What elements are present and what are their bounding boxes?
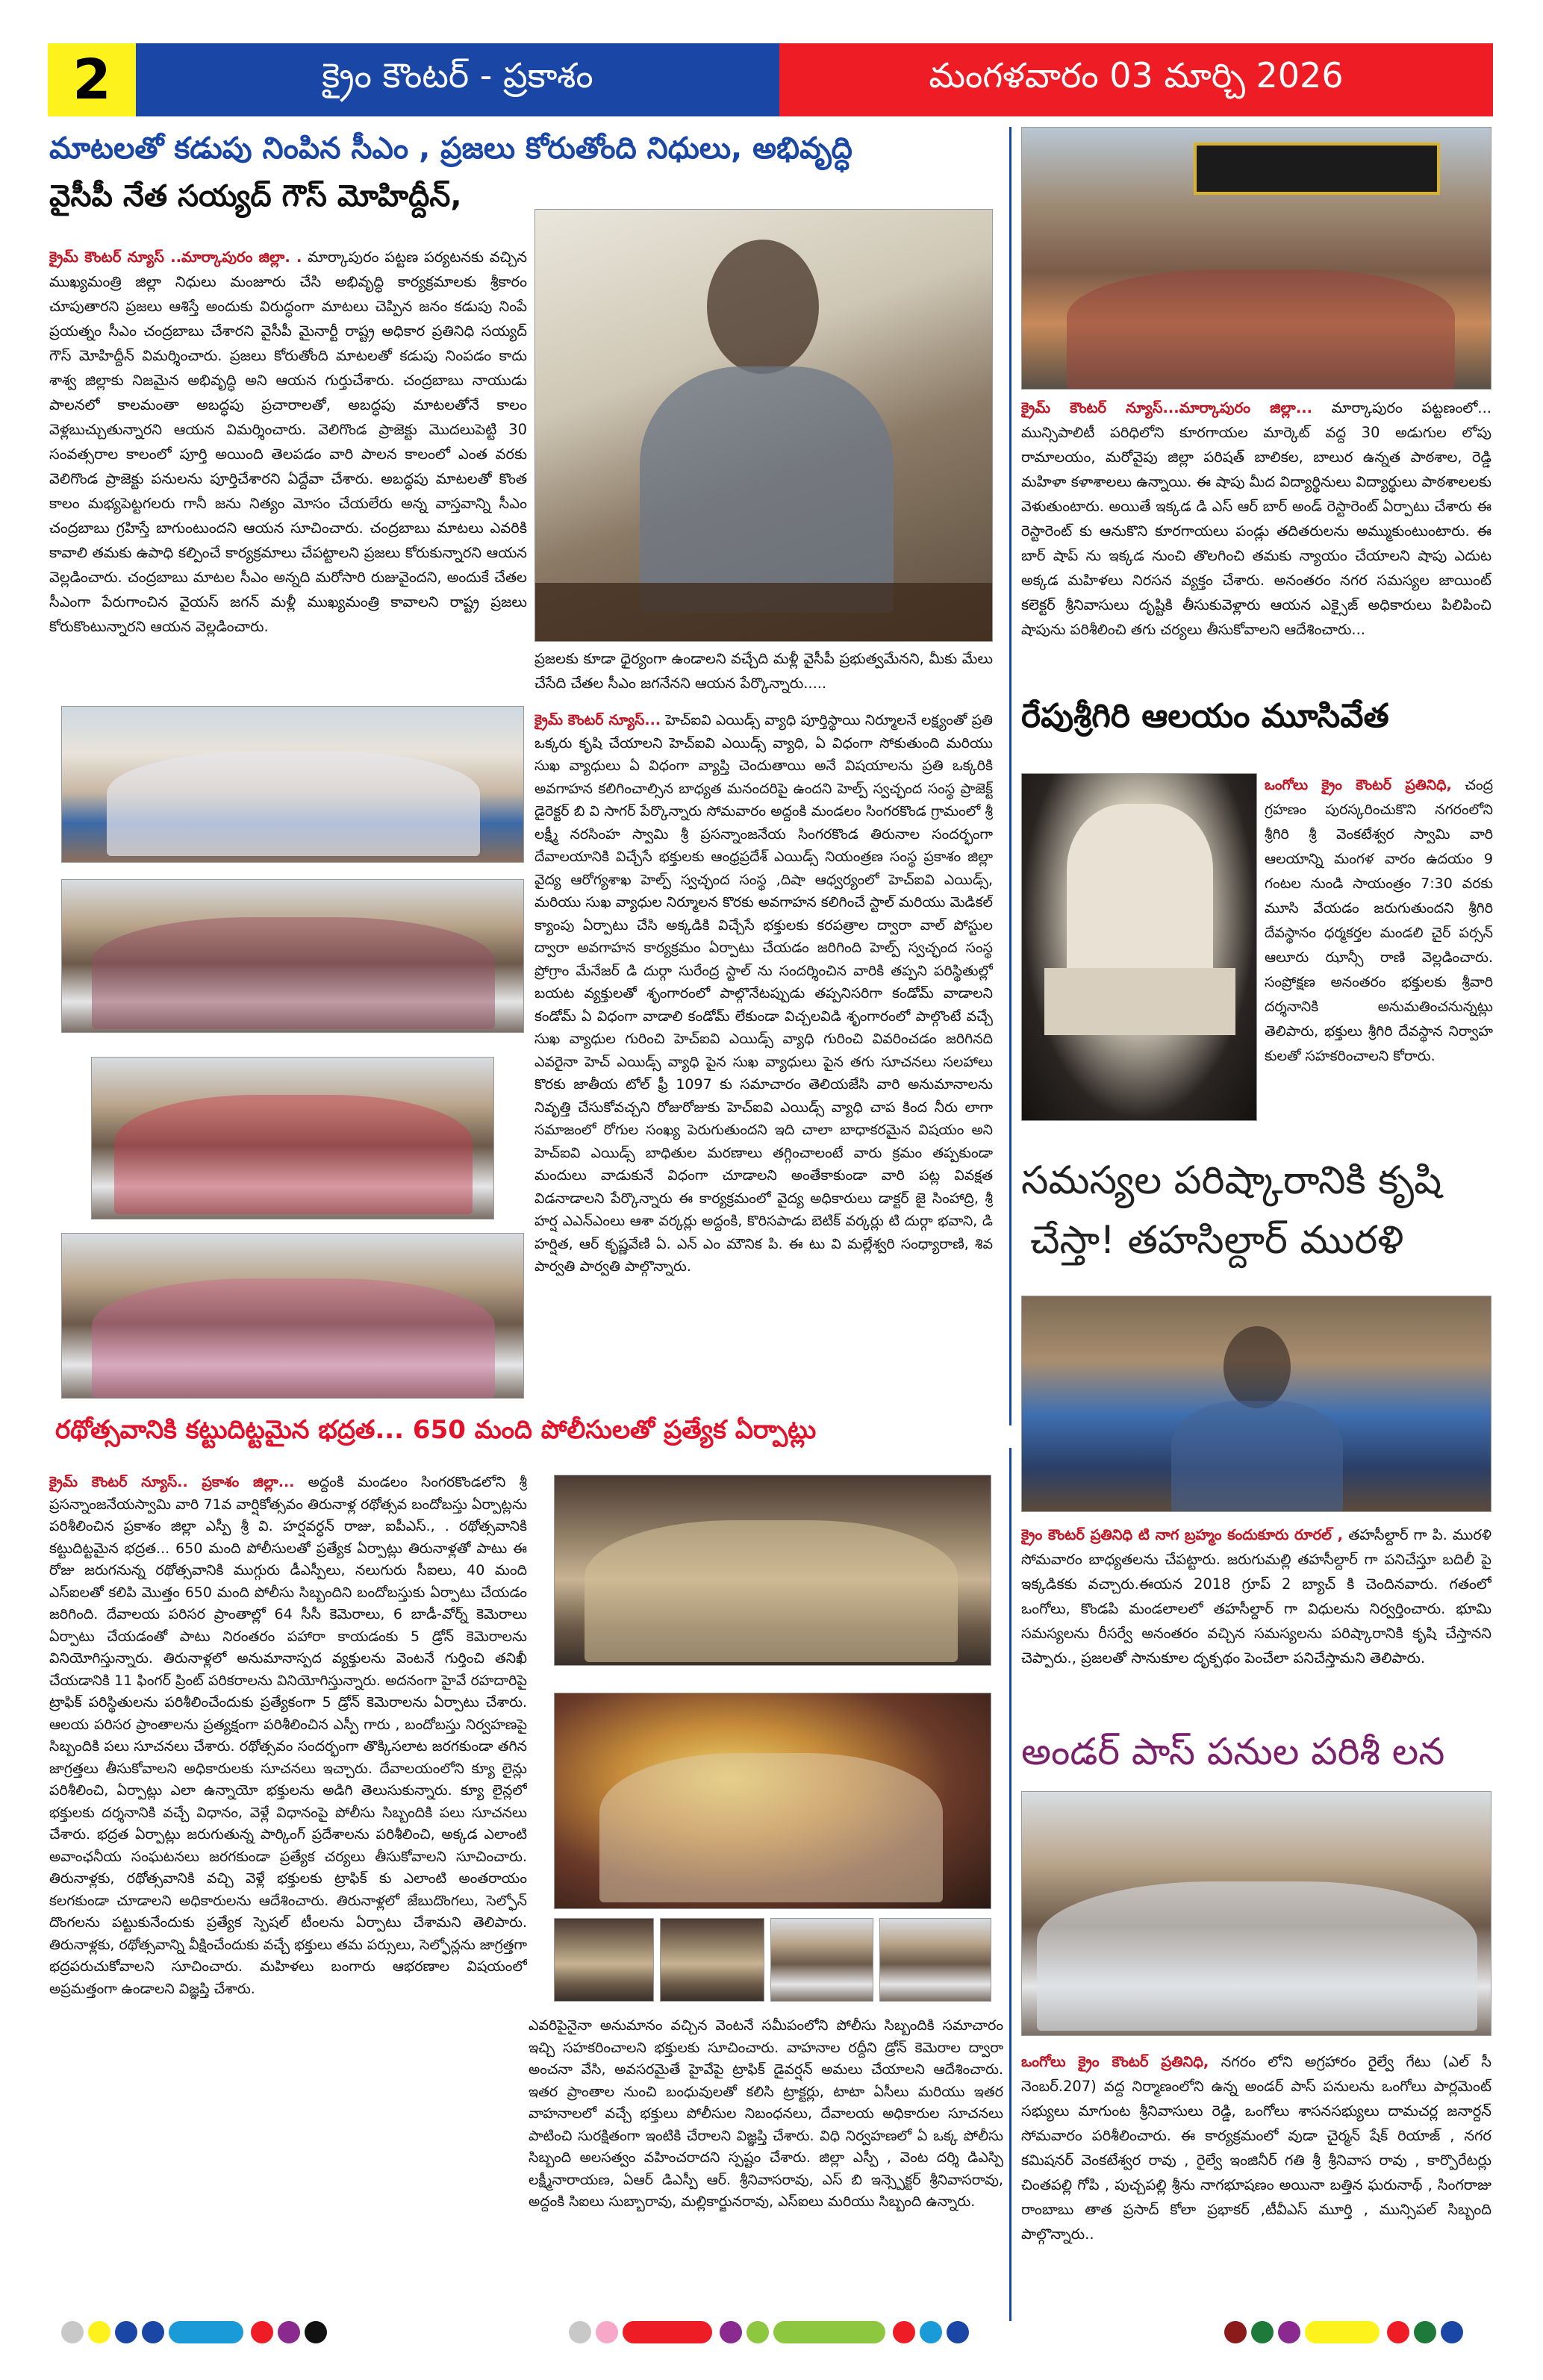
footer-dot <box>1387 2321 1409 2343</box>
footer-dot <box>305 2321 327 2343</box>
tahsildar-headline-2: చేస్తా! తహసిల్దార్ మురళి <box>1030 1218 1404 1263</box>
footer-dot <box>720 2321 742 2343</box>
camp-people <box>114 1095 473 1214</box>
cm-caption: ప్రజలకు కూడా ధైర్యంగా ఉండాలని వచ్చేది మళ్లీ వైసీపీ ప్రభుత్వమేనని, మీకు మేలు చేసేది చేతల సీఎం జగనేనని ఆయన పేర్కొన్నారు..... <box>534 650 993 692</box>
footer-dot <box>893 2321 915 2343</box>
police-officers <box>599 1753 943 1902</box>
police-headline: రథోత్సవానికి కట్టుదిట్టమైన భద్రత... 650 మంది పోలీసులతో ప్రత్యేక ఏర్పాట్లు <box>55 1415 817 1445</box>
cm-subhead: వైసీపీ నేత సయ్యద్ గౌస్ మోహిద్దీన్, <box>49 179 462 213</box>
footer-dot <box>251 2321 273 2343</box>
police-body-2: ఎవరిపైనైనా అనుమానం వచ్చిన వెంటనే సమీపంలోని పోలీసు సిబ్బందికి సమాచారం ఇచ్చి సహకరించాలని భక్తులకు సూచించారు. వాహనాల రద్దీని డ్రోన్ కెమెరాల ద్వారా అంచనా వేసి, అవసరమైతే హైవేపై ట్రాఫిక్ డైవర్షన్ అమలు చేయాలని ఆదేశించారు. ఇతర ప్రాంతాల నుంచి బంధువులతో కలిసి ట్రాక్టర్లు, టాటా ఏసీలు మరియు ఇతర వాహనాలలో వచ్చే భక్తులు పోలీసుల నిబంధనలు, దేవాలయ అధికారుల సూచనలు పాటించి సురక్షితంగా ఇంటికి చేరాలని విజ్ఞప్తి చేశారు. విధి నిర్వహణలో ఏ ఒక్క పోలీసు సిబ్బంది అలసత్వం వహించరాదని స్పష్టం చేశారు. జిల్లా ఎస్పీ , వెంట దర్శి డిఎస్పి లక్ష్మీనారాయణ, ఏఆర్ డిఎస్పీ ఆర్. శ్రీనివాసరావు, ఎస్ బి ఇన్స్పెక్టర్ శ్రీనివాసరావు, అద్దంకి సిఐలు సుబ్బారావు, మల్లికార్జునరావు, ఎస్ఐలు మరియు సిబ్బంది ఉన్నారు. <box>529 2017 1003 2210</box>
desk <box>535 583 993 642</box>
tahsildar-body-text: తహసీల్దార్ గా పి. మురళి సోమవారం బాధ్యతలను చేపట్టారు. జరుగుమల్లి తహసీల్దార్ గా పనిచేస్తూ బదిలీ పై ఇక్కడికకు వచ్చారు.ఈయన 2018 గ్రూప్ 2 బ్యాచ్ కి చెందినవారు. గతంలో ఒంగోలు, కొండపి మండలాలలో తహసీల్దార్ గా విధులను నిర్వర్తించారు. భూమి సమస్యలను రీసర్వే అనంతరం వచ్చిన సమస్యలను పరిష్కారానికి కృషి చేస్తానని చెప్పారు., ప్రజలతో సానుకూల దృక్పథం పెంచేలా పనిచేస్తామని తెలిపారు. <box>1021 1526 1491 1667</box>
footer-dot <box>947 2321 969 2343</box>
newspaper-title: క్రైం కౌంటర్ - ప్రకాశం <box>136 43 779 116</box>
tahsildar-photo <box>1021 1296 1491 1512</box>
temple-body-text: చంద్ర గ్రహణం పురస్కరించుకొని నగరంలోని శ్రీగిరి శ్రీ వెంకటేశ్వర స్వామి వారి ఆలయాన్ని మంగళ వారం ఉదయం 9 గంటల నుండి సాయంత్రం 7:30 వరకు మూసి వేయడం జరుగుతుందని శ్రీగిరి దేవస్థానం ధర్మకర్తల మండలి చైర్ పర్సన్ ఆలూరు ఝాన్సీ రాణి వెల్లడించారు. సంప్రోక్షణ అనంతరం భక్తులకు శ్రీవారి దర్శనానికి అనుమతించనున్నట్లు తెలిపారు, భక్తులు శ్రీగిరి దేవస్థాన నిర్వాహ కులతో సహకరించాలని కోరారు. <box>1265 777 1493 1064</box>
police-body <box>49 1472 527 2308</box>
crowd <box>1037 1881 1477 2031</box>
underpass-body <box>1021 2049 1491 2303</box>
cm-dateline: క్రైమ్ కౌంటర్ న్యూస్ ..మార్కాపురం జిల్లా. . <box>49 249 302 266</box>
person-head <box>1224 1326 1291 1408</box>
tahsildar-body <box>1021 1522 1491 1731</box>
person-body <box>1171 1401 1343 1512</box>
police-photo-4 <box>660 1918 764 2002</box>
footer-dot <box>596 2321 618 2343</box>
temple-base <box>1044 968 1235 1035</box>
footer-dot <box>61 2321 84 2343</box>
footer-dot <box>1278 2321 1300 2343</box>
medical-camp-photo-1 <box>61 706 524 863</box>
underpass-body-text: నగరం లోని అగ్రహారం రైల్వే గేటు (ఎల్ సీ నెంబర్.207) వద్ద నిర్మాణంలోని ఉన్న అండర్ పాస్ పనులను ఒంగోలు పార్లమెంట్ సభ్యులు మాగుంట శ్రీనివాసులు రెడ్డి, ఒంగోలు శాసనసభ్యులు దామచర్ల జనార్దన్ సోమవారం పరిశీలించారు. ఈ కార్యక్రమంలో వుడా చైర్మన్ షేక్ రియాజ్ , నగర కమిషనర్ వెంకటేశ్వర రావు , రైల్వే ఇంజినీర్ గతి శ్రీ శ్రీనివాస రావు , కార్పొరేటర్లు చింతపల్లి గోపి , పుచ్చపల్లి శ్రీను నాగభూషణం అయినా బత్తిన ఘరునాథ్ , సింగరాజు రాంబాబు తాత ప్రసాద్ కోలా ప్రభాకర్ ,టీవీఎస్ మూర్తి , మున్సిపల్ సిబ్బంది పాల్గొన్నారు.. <box>1021 2053 1491 2243</box>
camp-people <box>92 1278 495 1398</box>
police-photo-2 <box>554 1693 991 1909</box>
temple-body <box>1265 773 1493 1146</box>
medical-camp-photo-3 <box>91 1057 494 1219</box>
medical-camp-photo-4 <box>61 1233 524 1399</box>
cm-body-text: మార్కాపురం పట్టణ పర్యటనకు వచ్చిన ముఖ్యమంత్రి జిల్లా నిధులు మంజూరు చేసి అభివృద్ధి కార్యక్రమాలకు శ్రీకారం చూపుతారని ప్రజలు ఆశిస్తే అందుకు విరుద్ధంగా మాటలు చెప్పిన జనం కడుపు నింపే ప్రయత్నం సీఎం చంద్రబాబు చేశారని వైసీపీ మైనార్టీ రాష్ట్ర అధికార ప్రతినిధి సయ్యద్ గౌస్ మోహిద్దీన్ విమర్శించారు. ప్రజలు కోరుతోంది మాటలతో కడుపు నింపడం కాదు శాశ్వ జిల్లాకు నిజమైన అభివృద్ధి అని ఆయన గుర్తుచేశారు. చంద్రబాబు నాయుడు పాలనలో కాలమంతా అబద్ధపు ప్రచారాలతో, అబద్ధపు మాటలతోనే కాలం వెళ్లబుచ్చుతున్నారని ఆయన విమర్శించారు. వెలిగొండ ప్రాజెక్టు మొదలుపెట్టి 30 సంవత్సరాల కాలంలో పూర్తి అయింది తెలపడం వారి పాలన కాలంలో ఎంత వరకు వెలిగొండ ప్రాజెక్టు పనులను పూర్తిచేశారని ఏద్దేవా చేశారు. అబద్ధపు మాటలతో కొంత కాలం మభ్యపెట్టగలరు గానీ జను నిత్యం మోసం చేయలేరు అన్న వాస్తవాన్ని సీఎం చంద్రబాబు గ్రహిస్తే బాగుంటుందని ఆయన సూచించారు. చంద్రబాబు మాటలు ఎవరికి కావాలి తమకు ఉపాధి కల్పించే కార్యక్రమాలు చేపట్టాలని ప్రజలు కోరుకున్నారని ఆయన వెల్లడించారు. చంద్రబాబు మాటల సీఎం అన్నది మరోసారి రుజువైందని, అందుకే చేతల సీఎంగా పేరుగాంచిన వైయస్ జగన్ మళ్లీ ముఖ్యమంత్రి కావాలని రాష్ట్ర ప్రజలు కోరుకొంటున్నారని ఆయన వెల్లడించారు. <box>49 249 527 635</box>
person-body <box>640 366 894 613</box>
tahsildar-dateline: క్రైం కౌంటర్ ప్రతినిధి టి నాగ బ్రహ్మం కందుకూరు రూరల్ , <box>1021 1526 1344 1543</box>
market-protest-photo <box>1021 127 1491 390</box>
hiv-body <box>534 709 993 1394</box>
camp-staff <box>107 752 480 856</box>
temple-headline: రేపుశ్రీగిరి ఆలయం మూసివేత <box>1021 697 1389 735</box>
police-photo-1 <box>554 1475 991 1666</box>
shop-sign <box>1194 143 1440 195</box>
underpass-headline: అండర్ పాస్ పనుల పరిశీ లన <box>1021 1730 1445 1773</box>
footer-dot <box>746 2321 769 2343</box>
medical-camp-photo-2 <box>61 879 524 1033</box>
footer-dot <box>569 2321 591 2343</box>
police-officers <box>585 1520 958 1662</box>
footer-pill <box>1305 2321 1380 2343</box>
temple-tower <box>1067 804 1213 968</box>
police-body-text: అద్దంకి మండలం సింగరకొండలోని శ్రీ ప్రసన్నాంజనేయస్వామి వారి 71వ వార్షికోత్సవం తిరునాళ్ల రథోత్సవ బందోబస్తు ఏర్పాట్లను పరిశీలించిన ప్రకాశం జిల్లా ఎస్పీ శ్రీ వి. హర్షవర్ధన్ రాజు, ఐపీఎస్., . రథోత్సవానికి కట్టుదిట్టమైన భద్రత... 650 మంది పోలీసులతో ప్రత్యేక ఏర్పాట్లు తిరునాళ్లతో పాటు ఈ రోజు జరుగనున్న రథోత్సవానికి ముగ్గురు డీఎస్పీలు, నలుగురు సీఐలు, 40 మంది ఎస్ఐలతో కలిపి మొత్తం 650 మంది పోలీసు సిబ్బందిని బందోబస్తుకు ఏర్పాటు చేయడం జరిగింది. దేవాలయ పరిసర ప్రాంతాల్లో 64 సీసీ కెమెరాలు, 6 బాడీ-వోర్న్ కెమెరాలు ఏర్పాటు చేయడంతో పాటు నిరంతరం పహారా కాయడంకు 5 డ్రోన్ కెమెరాలను వినియోగిస్తున్నారు. తిరునాళ్లలో అనుమానాస్పద వ్యక్తులను వెంటనే గుర్తించి తనిఖీ చేయడానికి 11 ఫింగర్ ప్రింట్ పరికరాలను వినియోగిస్తున్నారు. అదనంగా హైవే రహదారిపై ట్రాఫిక్ పరిస్థితులను పరిశీలించేందుకు ప్రత్యేకంగా 5 డ్రోన్ కెమెరాలను ఏర్పాటు చేశారు. ఆలయ పరిసర ప్రాంతాలను ప్రత్యక్షంగా పరిశీలించిన ఎస్పీ గారు , బందోబస్తు నిర్వహణపై సిబ్బందికి పలు సూచనలు చేశారు. రథోత్సవం సందర్భంగా తొక్కిసలాట జరగకుండా తగిన జాగ్రత్తలు తీసుకోవాలని అధికారులకు సూచనలు ఇచ్చారు. దేవాలయంలోని క్యూ లైన్లు పరిశీలించి, ఏర్పాట్లు ఎలా ఉన్నాయో భక్తులను అడిగి తెలుసుకున్నారు. క్యూ లైన్లలో భక్తులకు దర్శనానికి వచ్చే విధానం, వెళ్లే విధానంపై పోలీసు సిబ్బందికి పలు సూచనలు చేశారు. భద్రత ఏర్పాట్లు జరుగుతున్న పార్కింగ్ ప్రదేశాలను పరిశీలించి, అక్కడ ఎలాంటి అవాంఛనీయ సంఘటనలు జరగకుండా ప్రత్యేక చర్యలు తీసుకోవాలని సూచించారు. తిరునాళ్లకు, రథోత్సవానికి వచ్చి వెళ్లే భక్తులకు ట్రాఫిక్ కు ఎలాంటి అంతరాయం కలగకుండా చూడాలని అధికారులను ఆదేశించారు. తిరునాళ్లలో జేబుదొంగలు, సెల్ఫోన్ దొంగలను పట్టుకునేందుకు ప్రత్యేక స్పెషల్ టీంలను ఏర్పాటు చేశామని తెలిపారు. తిరునాళ్లకు, రథోత్సవాన్ని వీక్షించేందుకు వచ్చే భక్తులు తమ పర్సులు, సెల్ఫోన్లను జాగ్రత్తగా భద్రపరుచుకోవాలని సూచించారు. మహిళలు బంగారు ఆభరణాల విషయంలో అప్రమత్తంగా ఉండాలని విజ్ఞప్తి చేశారు. <box>49 1474 527 1997</box>
footer-pill <box>169 2321 243 2343</box>
police-dateline: క్రైమ్ కౌంటర్ న్యూస్.. ప్రకాశం జిల్లా... <box>49 1474 295 1490</box>
footer-dot <box>142 2321 164 2343</box>
page-number: 2 <box>48 43 136 116</box>
column-rule <box>1009 1448 1011 2321</box>
camp-people <box>92 917 495 1029</box>
footer-color-strip <box>0 2321 1543 2351</box>
underpass-dateline: ఒంగోలు క్రైం కౌంటర్ ప్రతినిధి, <box>1021 2053 1209 2070</box>
footer-pill <box>623 2321 712 2343</box>
footer-dot <box>1224 2321 1247 2343</box>
tahsildar-headline-1: సమస్యల పరిష్కారానికి కృషి <box>1021 1158 1442 1203</box>
cm-leader-photo <box>534 209 993 642</box>
footer-dot <box>1441 2321 1463 2343</box>
market-body <box>1021 396 1491 672</box>
footer-dot <box>920 2321 942 2343</box>
person-head <box>707 240 819 374</box>
footer-dot <box>278 2321 300 2343</box>
cm-body <box>49 245 527 715</box>
crowd <box>1067 269 1455 389</box>
police-photo-5 <box>770 1918 873 2002</box>
issue-date: మంగళవారం 03 మార్చి 2026 <box>779 43 1493 116</box>
market-dateline: క్రైమ్ కౌంటర్ న్యూస్...మార్కాపురం జిల్లా... <box>1021 399 1313 416</box>
market-body-text: మార్కాపురం పట్టణంలో... మున్సిపాలిటీ పరిధిలోని కూరగాయల మార్కెట్ వద్ద 30 అడుగుల లోపు రామాలయం, మరోవైపు జిల్లా పరిషత్ బాలికల, బాలుర ఉన్నత పాఠశాల, రెడ్డి మహిళా కళాశాలలు ఉన్నాయి. ఈ షాపు మీద విద్యార్థినులు విద్యార్థులు పాఠశాలలకు వెళుతుంటారు. అయితే ఇక్కడ డి ఎస్ ఆర్ బార్ అండ్ రెస్టారెంట్ ఏర్పాటు చేశారు ఈ రెస్టారెంట్ కు ఆనుకొని కూరగాయలు పండ్లు తదితరులను అమ్ముకుంటుంటారు. ఈ బార్ షాప్ ను ఇక్కడ నుంచి తొలగించి తమకు న్యాయం చేయాలని షాపు ఎదుట అక్కడ మహిళలు నిరసన వ్యక్తం చేశారు. అనంతరం నగర సమస్యల జాయింట్ కలెక్టర్ శ్రీనివాసులు దృష్టికి తీసుకువెళ్లారు ఆయన ఎక్సైజ్ అధికారులు పిలిపించి షాపును పరిశీలించి తగు చర్యలు తీసుకోవాలని ఆదేశించారు... <box>1021 399 1491 638</box>
footer-pill <box>773 2321 885 2343</box>
hiv-body-text: హెచ్ఐవి ఎయిడ్స్ వ్యాధి పూర్తిస్థాయి నిర్మూలనే లక్ష్యంతో ప్రతి ఒక్కరు కృషి చేయాలని హెచ్ఐవి ఎయిడ్స్ వ్యాధి, ఏ విధంగా సోకుతుంది మరియు సుఖ వ్యాధులు ఏ విధంగా వ్యాప్తి చెందుతాయి అనే విషయాలను ప్రతి ఒక్కరికి అవగాహన కలిగించాల్సిన బాధ్యత మనందరిపై ఉందని హెల్ప్ స్వచ్ఛంద సంస్థ ప్రాజెక్ట్ డైరెక్టర్ బి వి సాగర్ పేర్కొన్నారు సోమవారం అద్దంకి మండలం సింగరకొండ గ్రామంలో శ్రీ లక్ష్మీ నరసింహ స్వామి శ్రీ ప్రసన్నాంజనేయ సింగరకొండ తిరునాల సందర్భంగా దేవాలయానికి విచ్చేసే భక్తులకు ఆంధ్రప్రదేశ్ ఎయిడ్స్ నియంత్రణ సంస్థ ప్రకాశం జిల్లా వైద్య ఆరోగ్యశాఖ హెల్ప్ స్వచ్ఛంద సంస్థ ,దిషా ఆధ్వర్యంలో హెచ్ఐవి ఎయిడ్స్, మరియు సుఖ వ్యాధుల నిర్మూలన కొరకు అవగాహన కలిగించే స్టాల్ మరియు మెడికల్ క్యాంపు ఏర్పాటు చేసి అక్కడికి విచ్చేసే భక్తులకు కరపత్రాల ద్వారా వాల్ పోస్టుల ద్వారా అవగాహన కార్యక్రమం ఏర్పాటు చేయడం జరిగింది హెల్ప్ స్వచ్ఛంద సంస్థ ప్రోగ్రాం మేనేజర్ డి దుర్గా సురేంద్ర స్టాల్ ను సందర్శించిన వారికి తప్పని పరిస్థితుల్లో బయట వ్యక్తులతో శృంగారంలో పాల్గొనేటప్పుడు తప్పనిసరిగా కండోమ్ వాడాలని కండోమ్ ఏ విధంగా వాడాలి కండోమ్ లేకుండా విచ్చలవిడి శృంగారంలో పాల్గొంటే వచ్చే సుఖ వ్యాధుల గురించి హెచ్ఐవి ఎయిడ్స్ వ్యాధి గురించి వివరించడం జరిగినది ఎవరైనా హెచ్ ఎయిడ్స్ వ్యాధి పైన సుఖ వ్యాధులు పైన తగు సూచనలు సలహాలు కొరకు జాతీయ టోల్ ఫ్రీ 1097 కు సమాచారం తెలియజేసి వారి అనుమానాలను నివృత్తి చేసుకోవచ్చని రోజురోజుకు హెచ్ఐవి ఎయిడ్స్ వ్యాధి చాప కింద నీరు లాగా సమాజంలో రోగుల సంఖ్య పెరుగుతుందని ఇది చాలా బాధాకరమైన విషయం అని హెచ్ఐవి ఎయిడ్స్ బాధితుల మరణాలు తగ్గించాలంటే వారు క్రమం తప్పకుండా మందులు వాడుకునే విధంగా చూడాలని అంతేకాకుండా వారి పట్ల వివక్షత విడనాడాలని పేర్కొన్నారు ఈ కార్యక్రమంలో వైద్య అధికారులు డాక్టర్ జై సింహాద్రి, శ్రీ హర్ష ఎఎన్ఎంలు ఆశా వర్కర్లు అద్దంకి, కొరిసపాడు బెటిక్ వర్కర్లు టి దుర్గా భవాని, డి హర్షిత, ఆర్ కృష్ణవేణి ఏ. ఎన్ ఎం మౌనిక పి. ఈ టు వి మల్లేశ్వరి సంధ్యారాణి, శివ పార్వతి పార్వతి పాల్గొన్నారు. <box>534 712 993 1275</box>
underpass-photo <box>1021 1791 1491 2036</box>
footer-dot <box>1414 2321 1436 2343</box>
hiv-dateline: క్రైమ్ కౌంటర్ న్యూస్... <box>534 712 661 728</box>
column-rule <box>1009 127 1011 1425</box>
footer-dot <box>88 2321 110 2343</box>
footer-dot <box>1251 2321 1274 2343</box>
police-photo-3 <box>554 1918 654 2002</box>
temple-photo <box>1021 773 1257 1121</box>
temple-dateline: ఒంగోలు క్రైం కౌంటర్ ప్రతినిధి, <box>1265 777 1452 793</box>
police-photo-6 <box>879 1918 991 2002</box>
cm-headline: మాటలతో కడుపు నింపిన సీఎం , ప్రజలు కోరుతోంది నిధులు, అభివృద్ధి <box>49 131 852 166</box>
footer-dot <box>115 2321 137 2343</box>
